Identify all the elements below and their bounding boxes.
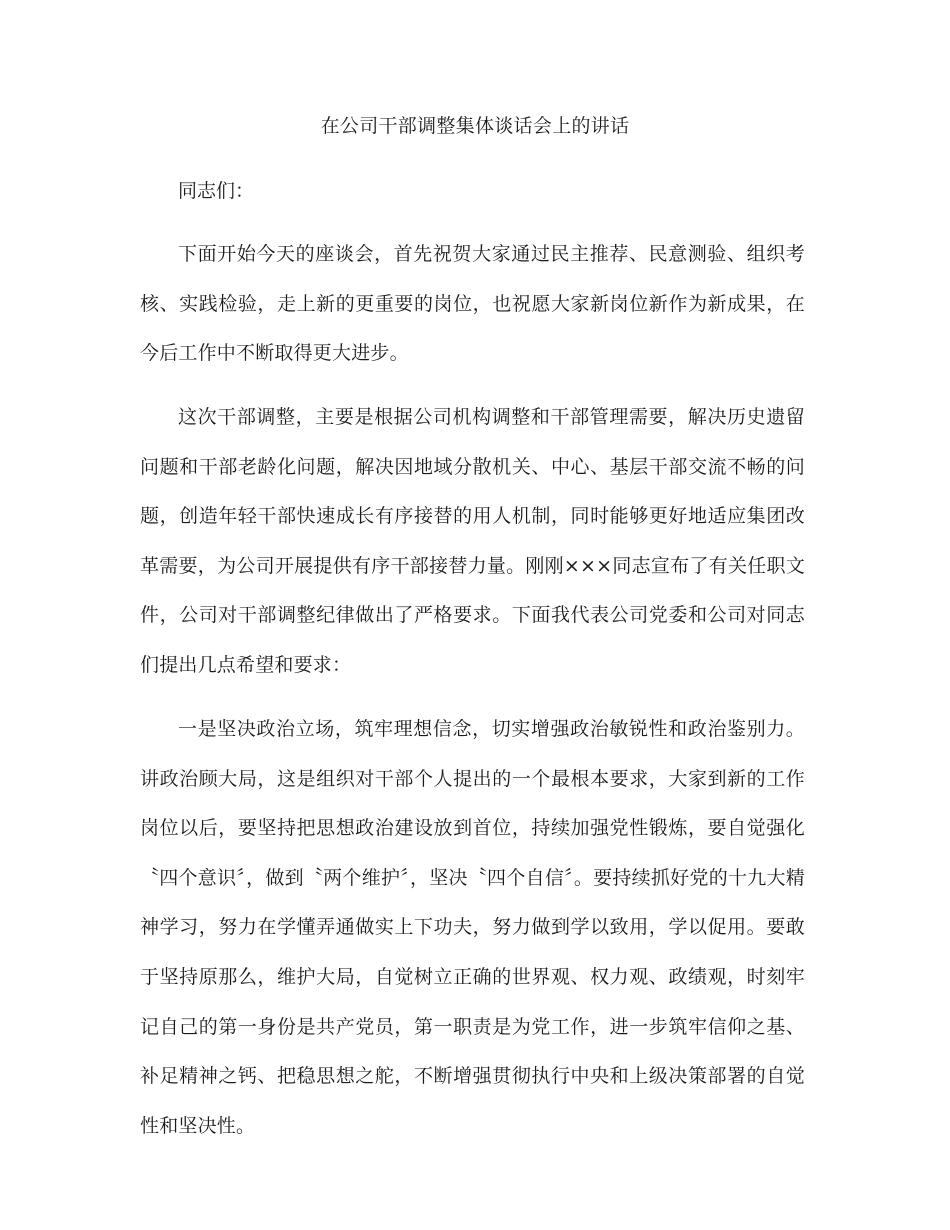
greeting: 同志们：	[178, 180, 255, 202]
paragraph-opening: 下面开始今天的座谈会，首先祝贺大家通过民主推荐、民意测验、组织考核、实践检验，走上新的更重要的岗位，也祝愿大家新岗位新作为新成果，在今后工作中不断取得更大进步。	[140, 243, 805, 365]
paragraph-background: 这次干部调整，主要是根据公司机构调整和干部管理需要，解决历史遗留问题和干部老龄化问题，解决因地域分散机关、中心、基层干部交流不畅的问题，创造年轻干部快速成长有序接替的用人机制，同时能够更好地适应集团改革需要，为公司开展提供有序干部接替力量。刚刚×××同志宣布了有关任职文件，公司对干部调整纪律做出了严格要求。下面我代表公司党委和公司对同志们提出几点希望和要求：	[140, 406, 805, 676]
paragraph-point-one: 一是坚决政治立场，筑牢理想信念，切实增强政治敏锐性和政治鉴别力。讲政治顾大局，这是组织对干部个人提出的一个最根本要求，大家到新的工作岗位以后，要坚持把思想政治建设放到首位，持续加强党性锻炼，要自觉强化〝四个意识〞，做到〝两个维护〞，坚决〝四个自信〞。要持续抓好党的十九大精神学习，努力在学懂弄通做实上下功夫，努力做到学以致用，学以促用。要敢于坚持原那么，维护大局，自觉树立正确的世界观、权力观、政绩观，时刻牢记自己的第一身份是共产党员，第一职责是为党工作，进一步筑牢信仰之基、补足精神之钙、把稳思想之舵，不断增强贯彻执行中央和上级决策部署的自觉性和坚决性。	[140, 718, 805, 1137]
document-title: 在公司干部调整集体谈话会上的讲话	[320, 115, 630, 137]
